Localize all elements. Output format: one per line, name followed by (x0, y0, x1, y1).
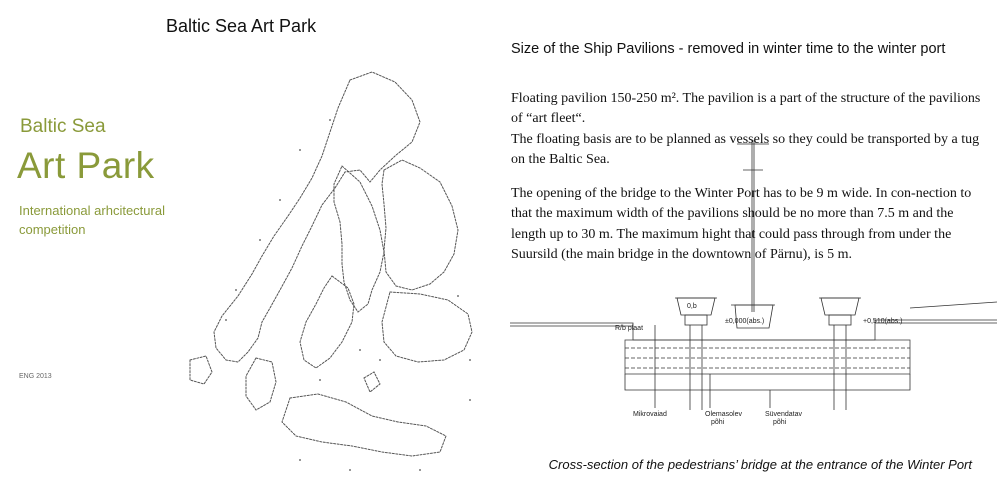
pavilion-size-paragraph: Floating pavilion 150-250 m². The pavilion is a part of the structure of the pavilions of “art fleet“. (511, 91, 981, 127)
section-heading: Size of the Ship Pavilions - removed in winter time to the winter port (511, 41, 946, 57)
brand-subtitle: International arhcitectural competition (19, 203, 165, 237)
page-title: Baltic Sea Art Park (166, 16, 317, 36)
bridge-opening-paragraph: The opening of the bridge to the Winter Port has to be 9 m wide. In con-nection to that the maximum width of the pavilions should be no more than 7.5 m and the length up to 30 m. The maximum hight that could pass through from under the Suursild (the main bridge in the downtown of Pärnu), is 5 m. (511, 186, 972, 262)
label-level-right: +0,510(abs.) (863, 318, 903, 325)
diagram-caption: Cross-section of the pedestrians’ bridge at the entrance of the Winter Port (548, 457, 972, 472)
label-suvendatav-2: põhi (773, 419, 787, 426)
label-0b: 0,b (687, 303, 697, 310)
brand-line-2: Art Park (17, 145, 155, 186)
brand-line-1: Baltic Sea (20, 116, 106, 137)
brand-year: ENG 2013 (19, 373, 52, 380)
label-level-center: ±0,000(abs.) (725, 318, 765, 325)
label-mikrovaiad: Mikrovaiad (633, 411, 667, 418)
label-suvendatav: Süvendatav (765, 411, 802, 418)
label-rb-plaat: R/b plaat (615, 325, 644, 332)
floating-basis-paragraph: The floating basis are to be planned as vessels so they could be transported by a tug on the Baltic Sea. (511, 132, 980, 168)
label-olemasolev: Olemasolev (705, 411, 742, 418)
label-olemasolev-2: põhi (711, 419, 725, 426)
bridge-cross-section-diagram (505, 130, 1000, 430)
